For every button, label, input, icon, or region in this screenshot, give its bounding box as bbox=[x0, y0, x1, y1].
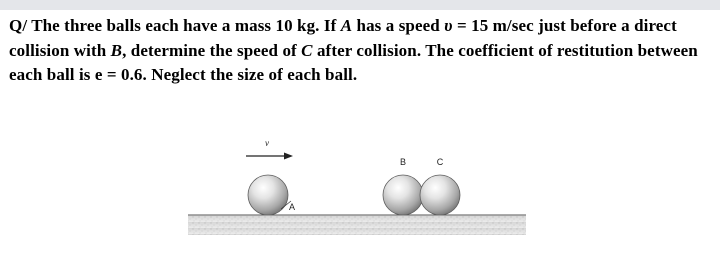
problem-text-prefix: Q/ The three balls each have a mass 10 kg. If bbox=[9, 16, 341, 35]
problem-text-mid1: has a speed bbox=[352, 16, 445, 35]
ball-b bbox=[383, 175, 423, 215]
problem-var-a: A bbox=[340, 16, 353, 35]
problem-var-b: B bbox=[110, 40, 123, 60]
problem-speed-symbol: υ bbox=[444, 16, 453, 35]
problem-text-mid3: , determine the speed of bbox=[122, 40, 302, 60]
ball-a-label: A bbox=[289, 202, 296, 212]
velocity-arrowhead bbox=[284, 153, 293, 160]
problem-text-mid2: = 15 m/sec just before a direct collision with bbox=[9, 16, 677, 60]
problem-text-suffix: after collision. The coefficient of restitution between each ball is e = 0.6. Neglect the size of each ball. bbox=[9, 40, 698, 84]
ball-c bbox=[420, 175, 460, 215]
ball-b-label: B bbox=[399, 157, 407, 167]
problem-var-c: C bbox=[301, 40, 313, 60]
ground-surface bbox=[188, 215, 526, 235]
ball-c-label: C bbox=[436, 157, 444, 167]
velocity-label: v bbox=[265, 138, 269, 148]
ball-a bbox=[248, 175, 288, 215]
